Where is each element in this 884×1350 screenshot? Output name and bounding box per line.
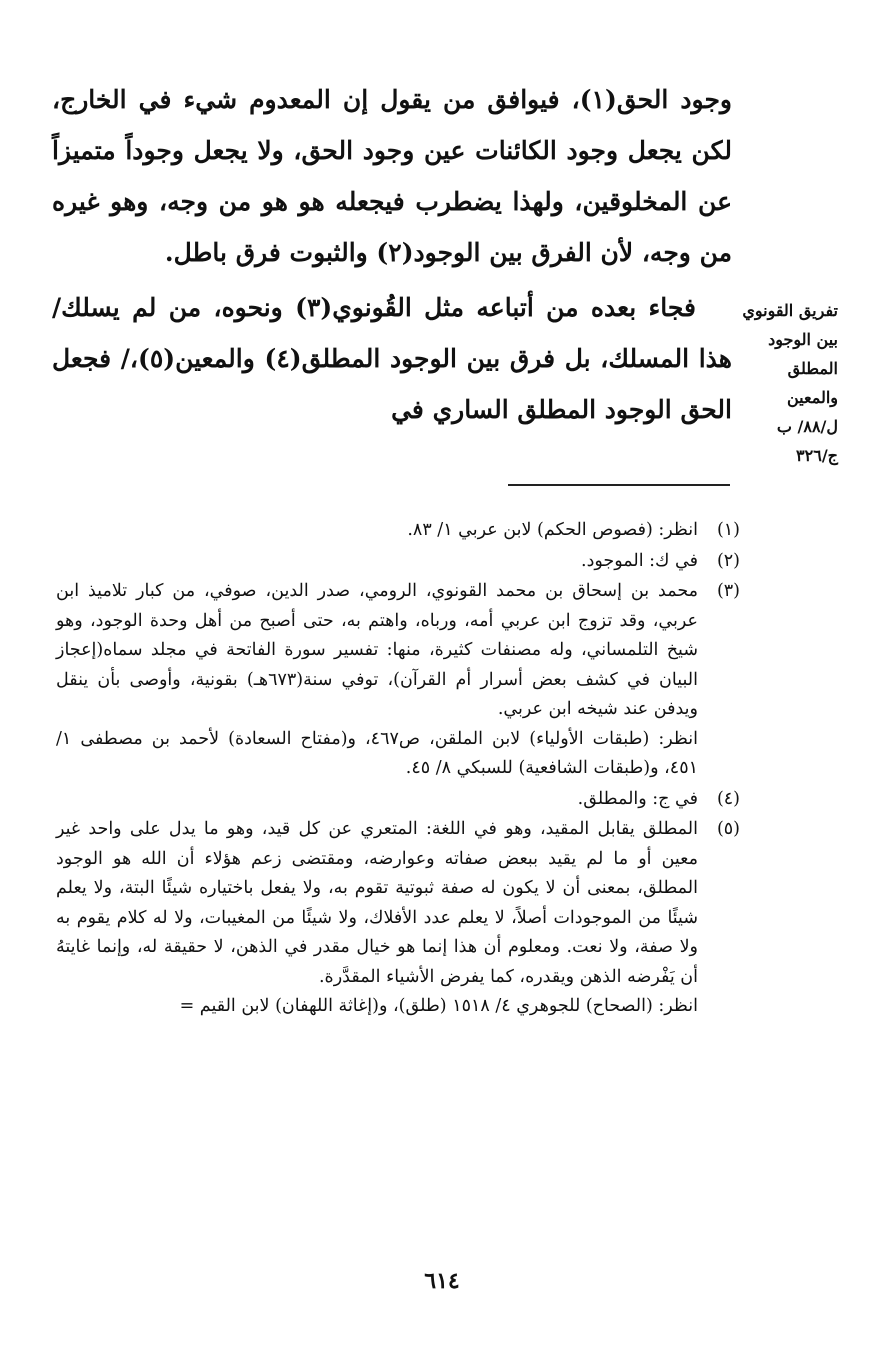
footnote (56, 516, 740, 546)
page-number: ٦١٤ (424, 1268, 460, 1294)
footnote-paragraph: في ج: والمطلق. (577, 788, 698, 809)
footnote-paragraph: محمد بن إسحاق بن محمد القونوي، الرومي، صدر الدين، صوفي، من كبار تلاميذ ابن عربي، وقد تزوج ابن عربي أمه، ورباه، واهتم به، حتى أصبح من أهل وحدة الوجود، وهو شيخ التلمساني، وله مصنفات كثيرة، منها: تفسير سورة الفاتحة في مجلد سماه(إعجاز البيان في كشف بعض أسرار أم القرآن)، توفي سنة(٦٧٣هـ) بقونية، وأوصى بأن ينقل ويدفن عند شيخه ابن عربي. (56, 581, 698, 719)
footnote (56, 815, 740, 1022)
footnote-paragraph: في ك: الموجود. (581, 550, 698, 571)
margin-note-line: بين الوجود (768, 330, 838, 349)
manuscript-reference: ج/٣٢٦ (796, 446, 838, 465)
footnote (56, 577, 740, 784)
main-paragraph-1: وجود الحق(١)، فيوافق من يقول إن المعدوم شيء في الخارج، لكن يجعل وجود الكائنات عين وجود الحق، ولا يجعل وجوداً متميزاً عن المخلوقين، ولهذا يضطرب فيجعله هو هو من وجه، وهو غيره من وجه، لأن الفرق بين الوجود(٢) والثبوت فرق باطل. (52, 85, 732, 267)
footnote-paragraph: المطلق يقابل المقيد، وهو في اللغة: المتعري عن كل قيد، وهو ما يدل على واحد غير معين أو ما لم يقيد ببعض صفاته وعوارضه، ومقتضى زعم هؤلاء أن الله هو الوجود المطلق، بمعنى أن لا يكون له صفة ثبوتية تقوم به، ولا يفعل باختياره شيئًا البتة، ولا يعلم شيئًا من الموجودات أصلاً، لا يعلم عدد الأفلاك، ولا شيئًا من المغيبات، ولا له كلام يقوم به ولا صفة، ولا نعت. ومعلوم أن هذا إنما هو خيال مقدر في الذهن، لا حقيقة له، وإنما غايتهُ أن يَفْرضه الذهن ويقدره، كما يفرض الأشياء المقدَّرة. (56, 819, 698, 987)
footnote-text (56, 547, 698, 577)
footnote-number: (٤) (716, 788, 740, 809)
footnote-number: (٢) (716, 550, 740, 571)
footnote-text (56, 516, 698, 546)
footnote-text (56, 815, 698, 1022)
footnote-number: (١) (716, 520, 740, 540)
footnote-number: (٥) (716, 819, 740, 839)
footnote-paragraph: انظر: (الصحاح) للجوهري ٤/ ١٥١٨ (طلق)، و(إغاثة اللهفان) لابن القيم = (179, 996, 698, 1016)
footnote-number: (٣) (716, 581, 740, 601)
footnote-text (56, 577, 698, 784)
main-paragraph-2: فجاء بعده من أتباعه مثل القُونوي(٣) ونحوه، من لم يسلك/ هذا المسلك، بل فرق بين الوجود المطلق(٤) والمعين(٥)،/ فجعل الحق الوجود المطلق الساري في (52, 293, 732, 424)
margin-note-line: تفريق القونوي (742, 301, 838, 320)
footnote-text (56, 785, 698, 815)
margin-note-line: والمعين (786, 388, 838, 407)
margin-note-line: المطلق (787, 359, 838, 378)
footnote-paragraph: انظر: (طبقات الأولياء) لابن الملقن، ص٤٦٧، و(مفتاح السعادة) لأحمد بن مصطفى ١/ ٤٥١، و(طبقات الشافعية) للسبكي ٨/ ٤٥. (56, 728, 698, 778)
footnote-paragraph: انظر: (فصوص الحكم) لابن عربي ١/ ٨٣. (407, 520, 698, 540)
main-text (52, 74, 732, 435)
footnotes (56, 516, 740, 1023)
footnote-separator (508, 484, 730, 486)
manuscript-reference: ل/٨٨/ ب (776, 417, 838, 436)
footnote (56, 547, 740, 577)
footnote (56, 785, 740, 815)
margin-note (742, 296, 838, 470)
